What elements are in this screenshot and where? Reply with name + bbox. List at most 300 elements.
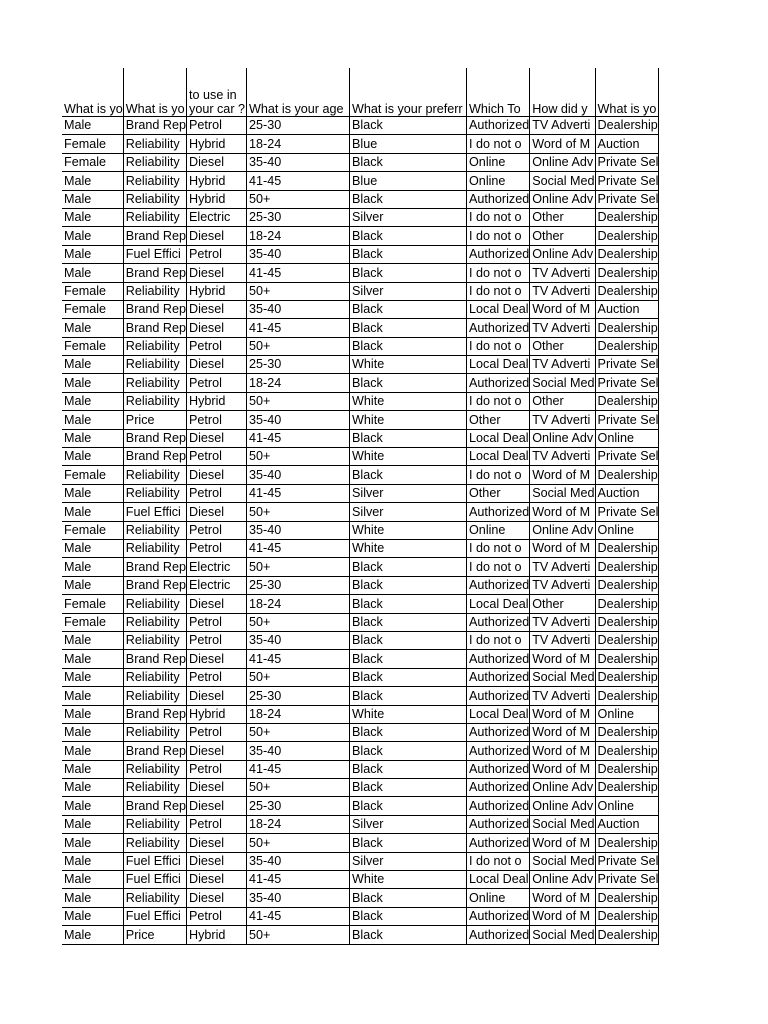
table-cell[interactable]: Dealership	[595, 650, 659, 668]
table-cell[interactable]: Authorized	[467, 907, 530, 925]
table-cell[interactable]: Male	[62, 503, 123, 521]
table-cell[interactable]: Word of M	[530, 466, 595, 484]
table-cell[interactable]: Diesel	[187, 650, 247, 668]
table-cell[interactable]: Dealership	[595, 613, 659, 631]
table-cell[interactable]: 18-24	[247, 374, 350, 392]
table-cell[interactable]: Female	[62, 337, 123, 355]
table-cell[interactable]: Reliability	[123, 356, 186, 374]
table-cell[interactable]: Reliability	[123, 631, 186, 649]
table-cell[interactable]: Word of M	[530, 503, 595, 521]
table-cell[interactable]: Online Adv	[530, 797, 595, 815]
table-cell[interactable]: Petrol	[187, 374, 247, 392]
table-cell[interactable]: 25-30	[247, 117, 350, 135]
table-cell[interactable]: Authorized	[467, 687, 530, 705]
table-cell[interactable]: TV Adverti	[530, 411, 595, 429]
table-cell[interactable]: Brand Rep	[123, 448, 186, 466]
table-cell[interactable]: Reliability	[123, 760, 186, 778]
header-cell[interactable]: to use in your car ?	[187, 68, 247, 117]
table-cell[interactable]: Fuel Effici	[123, 852, 186, 870]
table-cell[interactable]: Reliability	[123, 521, 186, 539]
table-cell[interactable]: Blue	[350, 135, 467, 153]
table-cell[interactable]: Black	[350, 631, 467, 649]
table-cell[interactable]: Male	[62, 871, 123, 889]
table-cell[interactable]: 18-24	[247, 595, 350, 613]
table-cell[interactable]: Male	[62, 411, 123, 429]
table-cell[interactable]: Silver	[350, 484, 467, 502]
table-cell[interactable]: I do not o	[467, 264, 530, 282]
table-cell[interactable]: Reliability	[123, 337, 186, 355]
table-cell[interactable]: Social Med	[530, 484, 595, 502]
table-cell[interactable]: Male	[62, 448, 123, 466]
table-cell[interactable]: Male	[62, 760, 123, 778]
table-cell[interactable]: White	[350, 871, 467, 889]
table-cell[interactable]: Authorized	[467, 779, 530, 797]
table-cell[interactable]: Black	[350, 264, 467, 282]
table-cell[interactable]: Black	[350, 779, 467, 797]
table-cell[interactable]: Social Med	[530, 668, 595, 686]
table-cell[interactable]: 35-40	[247, 466, 350, 484]
table-cell[interactable]: Dealership	[595, 723, 659, 741]
table-cell[interactable]: Black	[350, 190, 467, 208]
table-cell[interactable]: Dealership	[595, 889, 659, 907]
table-cell[interactable]: TV Adverti	[530, 558, 595, 576]
table-cell[interactable]: Female	[62, 466, 123, 484]
table-cell[interactable]: Black	[350, 926, 467, 944]
table-cell[interactable]: Brand Rep	[123, 650, 186, 668]
table-cell[interactable]: Authorized	[467, 815, 530, 833]
table-cell[interactable]: Black	[350, 300, 467, 318]
table-cell[interactable]: Black	[350, 889, 467, 907]
table-cell[interactable]: Word of M	[530, 705, 595, 723]
table-cell[interactable]: Electric	[187, 576, 247, 594]
table-cell[interactable]: Male	[62, 926, 123, 944]
table-cell[interactable]: Dealership	[595, 576, 659, 594]
table-cell[interactable]: Diesel	[187, 595, 247, 613]
table-cell[interactable]: TV Adverti	[530, 264, 595, 282]
table-cell[interactable]: Reliability	[123, 392, 186, 410]
table-cell[interactable]: I do not o	[467, 135, 530, 153]
table-cell[interactable]: Dealership	[595, 392, 659, 410]
table-cell[interactable]: Other	[467, 411, 530, 429]
table-cell[interactable]: Authorized	[467, 742, 530, 760]
table-cell[interactable]: TV Adverti	[530, 687, 595, 705]
table-cell[interactable]: I do not o	[467, 466, 530, 484]
table-cell[interactable]: Social Med	[530, 926, 595, 944]
table-cell[interactable]: Dealership	[595, 264, 659, 282]
table-cell[interactable]: Male	[62, 742, 123, 760]
table-cell[interactable]: Hybrid	[187, 392, 247, 410]
table-cell[interactable]: 35-40	[247, 889, 350, 907]
table-cell[interactable]: Other	[530, 337, 595, 355]
table-cell[interactable]: Reliability	[123, 595, 186, 613]
table-cell[interactable]: Authorized	[467, 503, 530, 521]
table-cell[interactable]: Authorized	[467, 374, 530, 392]
table-cell[interactable]: Dealership	[595, 282, 659, 300]
table-cell[interactable]: Private Sel	[595, 172, 659, 190]
table-cell[interactable]: I do not o	[467, 337, 530, 355]
table-cell[interactable]: 41-45	[247, 319, 350, 337]
table-cell[interactable]: Dealership	[595, 117, 659, 135]
table-cell[interactable]: Reliability	[123, 834, 186, 852]
table-cell[interactable]: Black	[350, 668, 467, 686]
table-cell[interactable]: White	[350, 521, 467, 539]
table-cell[interactable]: 35-40	[247, 521, 350, 539]
table-cell[interactable]: Other	[530, 595, 595, 613]
table-cell[interactable]: Word of M	[530, 135, 595, 153]
table-cell[interactable]: Petrol	[187, 411, 247, 429]
table-cell[interactable]: I do not o	[467, 852, 530, 870]
table-cell[interactable]: Authorized	[467, 319, 530, 337]
table-cell[interactable]: Silver	[350, 815, 467, 833]
table-cell[interactable]: Auction	[595, 484, 659, 502]
table-cell[interactable]: Dealership	[595, 834, 659, 852]
table-cell[interactable]: Male	[62, 907, 123, 925]
table-cell[interactable]: Diesel	[187, 466, 247, 484]
table-cell[interactable]: Authorized	[467, 760, 530, 778]
table-cell[interactable]: 25-30	[247, 687, 350, 705]
table-cell[interactable]: Black	[350, 687, 467, 705]
table-cell[interactable]: Blue	[350, 172, 467, 190]
table-cell[interactable]: Black	[350, 613, 467, 631]
table-cell[interactable]: 35-40	[247, 245, 350, 263]
table-cell[interactable]: Black	[350, 595, 467, 613]
table-cell[interactable]: Black	[350, 797, 467, 815]
table-cell[interactable]: Black	[350, 429, 467, 447]
header-cell[interactable]: What is your preferr	[350, 68, 467, 117]
header-cell[interactable]: How did y	[530, 68, 595, 117]
table-cell[interactable]: Brand Rep	[123, 300, 186, 318]
table-cell[interactable]: Brand Rep	[123, 705, 186, 723]
table-cell[interactable]: Dealership	[595, 668, 659, 686]
table-cell[interactable]: Diesel	[187, 797, 247, 815]
table-cell[interactable]: Other	[530, 392, 595, 410]
table-cell[interactable]: Black	[350, 907, 467, 925]
table-cell[interactable]: Petrol	[187, 245, 247, 263]
table-cell[interactable]: Word of M	[530, 539, 595, 557]
table-cell[interactable]: Price	[123, 926, 186, 944]
table-cell[interactable]: Female	[62, 135, 123, 153]
table-cell[interactable]: Other	[530, 208, 595, 226]
table-cell[interactable]: Brand Rep	[123, 117, 186, 135]
table-cell[interactable]: 35-40	[247, 631, 350, 649]
table-cell[interactable]: Local Deal	[467, 429, 530, 447]
table-cell[interactable]: Petrol	[187, 337, 247, 355]
table-cell[interactable]: Private Sel	[595, 503, 659, 521]
table-cell[interactable]: TV Adverti	[530, 356, 595, 374]
table-cell[interactable]: Word of M	[530, 834, 595, 852]
table-cell[interactable]: Reliability	[123, 613, 186, 631]
table-cell[interactable]: Authorized	[467, 613, 530, 631]
table-cell[interactable]: White	[350, 448, 467, 466]
table-cell[interactable]: Reliability	[123, 779, 186, 797]
table-cell[interactable]: Hybrid	[187, 190, 247, 208]
table-cell[interactable]: Male	[62, 117, 123, 135]
table-cell[interactable]: Fuel Effici	[123, 907, 186, 925]
table-cell[interactable]: 50+	[247, 723, 350, 741]
table-cell[interactable]: Authorized	[467, 668, 530, 686]
table-cell[interactable]: Word of M	[530, 650, 595, 668]
table-cell[interactable]: Private Sel	[595, 356, 659, 374]
table-cell[interactable]: 41-45	[247, 760, 350, 778]
table-cell[interactable]: 35-40	[247, 153, 350, 171]
table-cell[interactable]: Diesel	[187, 871, 247, 889]
table-cell[interactable]: Female	[62, 595, 123, 613]
table-cell[interactable]: I do not o	[467, 558, 530, 576]
table-cell[interactable]: TV Adverti	[530, 448, 595, 466]
table-cell[interactable]: Authorized	[467, 723, 530, 741]
table-cell[interactable]: Authorized	[467, 245, 530, 263]
table-cell[interactable]: Word of M	[530, 742, 595, 760]
table-cell[interactable]: Reliability	[123, 208, 186, 226]
table-cell[interactable]: I do not o	[467, 282, 530, 300]
table-cell[interactable]: Hybrid	[187, 926, 247, 944]
table-cell[interactable]: Hybrid	[187, 705, 247, 723]
table-cell[interactable]: TV Adverti	[530, 319, 595, 337]
table-cell[interactable]: Dealership	[595, 208, 659, 226]
table-cell[interactable]: Male	[62, 650, 123, 668]
table-cell[interactable]: Dealership	[595, 227, 659, 245]
table-cell[interactable]: Dealership	[595, 558, 659, 576]
table-cell[interactable]: Black	[350, 319, 467, 337]
table-cell[interactable]: Black	[350, 337, 467, 355]
table-cell[interactable]: Male	[62, 429, 123, 447]
table-cell[interactable]: Fuel Effici	[123, 503, 186, 521]
table-cell[interactable]: Diesel	[187, 356, 247, 374]
table-cell[interactable]: Dealership	[595, 539, 659, 557]
table-cell[interactable]: White	[350, 705, 467, 723]
table-cell[interactable]: Brand Rep	[123, 797, 186, 815]
table-cell[interactable]: Authorized	[467, 576, 530, 594]
table-cell[interactable]: Male	[62, 558, 123, 576]
table-cell[interactable]: TV Adverti	[530, 576, 595, 594]
header-cell[interactable]: What is yo	[123, 68, 186, 117]
table-cell[interactable]: Petrol	[187, 117, 247, 135]
table-cell[interactable]: Brand Rep	[123, 742, 186, 760]
table-cell[interactable]: Black	[350, 153, 467, 171]
table-cell[interactable]: Dealership	[595, 926, 659, 944]
table-cell[interactable]: Dealership	[595, 466, 659, 484]
table-cell[interactable]: 41-45	[247, 539, 350, 557]
table-cell[interactable]: Online Adv	[530, 521, 595, 539]
table-cell[interactable]: Local Deal	[467, 871, 530, 889]
table-cell[interactable]: White	[350, 356, 467, 374]
table-cell[interactable]: 41-45	[247, 172, 350, 190]
table-cell[interactable]: Petrol	[187, 631, 247, 649]
table-cell[interactable]: Authorized	[467, 190, 530, 208]
table-cell[interactable]: 18-24	[247, 705, 350, 723]
table-cell[interactable]: 25-30	[247, 576, 350, 594]
table-cell[interactable]: Brand Rep	[123, 264, 186, 282]
table-cell[interactable]: 50+	[247, 834, 350, 852]
table-cell[interactable]: Male	[62, 264, 123, 282]
table-cell[interactable]: Male	[62, 208, 123, 226]
table-cell[interactable]: Local Deal	[467, 448, 530, 466]
table-cell[interactable]: Social Med	[530, 852, 595, 870]
table-cell[interactable]: TV Adverti	[530, 282, 595, 300]
table-cell[interactable]: Reliability	[123, 282, 186, 300]
table-cell[interactable]: Silver	[350, 282, 467, 300]
table-cell[interactable]: Male	[62, 190, 123, 208]
table-cell[interactable]: Social Med	[530, 374, 595, 392]
table-cell[interactable]: White	[350, 539, 467, 557]
table-cell[interactable]: Male	[62, 797, 123, 815]
table-cell[interactable]: Brand Rep	[123, 429, 186, 447]
table-cell[interactable]: Black	[350, 374, 467, 392]
table-cell[interactable]: Reliability	[123, 153, 186, 171]
table-cell[interactable]: Hybrid	[187, 282, 247, 300]
table-cell[interactable]: Male	[62, 392, 123, 410]
table-cell[interactable]: 18-24	[247, 227, 350, 245]
table-cell[interactable]: Authorized	[467, 117, 530, 135]
header-cell[interactable]: What is your age	[247, 68, 350, 117]
table-cell[interactable]: Hybrid	[187, 135, 247, 153]
table-cell[interactable]: Petrol	[187, 521, 247, 539]
table-cell[interactable]: Social Med	[530, 172, 595, 190]
table-cell[interactable]: Reliability	[123, 539, 186, 557]
table-cell[interactable]: 50+	[247, 392, 350, 410]
table-cell[interactable]: Black	[350, 723, 467, 741]
table-cell[interactable]: Private Sel	[595, 374, 659, 392]
table-cell[interactable]: Black	[350, 227, 467, 245]
table-cell[interactable]: Petrol	[187, 613, 247, 631]
table-cell[interactable]: Male	[62, 852, 123, 870]
table-cell[interactable]: 18-24	[247, 135, 350, 153]
table-cell[interactable]: TV Adverti	[530, 631, 595, 649]
table-cell[interactable]: Black	[350, 834, 467, 852]
table-cell[interactable]: Diesel	[187, 429, 247, 447]
table-cell[interactable]: Brand Rep	[123, 319, 186, 337]
table-cell[interactable]: Black	[350, 760, 467, 778]
table-cell[interactable]: Private Sel	[595, 190, 659, 208]
table-cell[interactable]: Online	[467, 172, 530, 190]
table-cell[interactable]: 50+	[247, 503, 350, 521]
table-cell[interactable]: Reliability	[123, 889, 186, 907]
table-cell[interactable]: Word of M	[530, 907, 595, 925]
table-cell[interactable]: Word of M	[530, 723, 595, 741]
table-cell[interactable]: Female	[62, 153, 123, 171]
table-cell[interactable]: Dealership	[595, 319, 659, 337]
table-cell[interactable]: 25-30	[247, 356, 350, 374]
table-cell[interactable]: Local Deal	[467, 595, 530, 613]
table-cell[interactable]: Black	[350, 117, 467, 135]
table-cell[interactable]: Other	[467, 484, 530, 502]
table-cell[interactable]: Male	[62, 779, 123, 797]
table-cell[interactable]: Authorized	[467, 926, 530, 944]
table-cell[interactable]: Word of M	[530, 300, 595, 318]
table-cell[interactable]: Diesel	[187, 889, 247, 907]
table-cell[interactable]: 41-45	[247, 907, 350, 925]
table-cell[interactable]: Petrol	[187, 760, 247, 778]
header-cell[interactable]: What is yo	[64, 102, 123, 116]
table-cell[interactable]: Brand Rep	[123, 576, 186, 594]
table-cell[interactable]: Reliability	[123, 135, 186, 153]
table-cell[interactable]: 35-40	[247, 411, 350, 429]
table-cell[interactable]: 50+	[247, 779, 350, 797]
table-cell[interactable]: Diesel	[187, 153, 247, 171]
table-cell[interactable]: I do not o	[467, 392, 530, 410]
table-cell[interactable]: Online Adv	[530, 190, 595, 208]
table-cell[interactable]: Diesel	[187, 503, 247, 521]
table-cell[interactable]: Dealership	[595, 742, 659, 760]
table-cell[interactable]: Online	[467, 889, 530, 907]
table-cell[interactable]: Online Adv	[530, 871, 595, 889]
table-cell[interactable]: Social Med	[530, 815, 595, 833]
table-cell[interactable]: Dealership	[595, 907, 659, 925]
table-cell[interactable]: Diesel	[187, 779, 247, 797]
table-cell[interactable]: Petrol	[187, 448, 247, 466]
table-cell[interactable]: Private Sel	[595, 852, 659, 870]
table-cell[interactable]: 50+	[247, 448, 350, 466]
table-cell[interactable]: Reliability	[123, 687, 186, 705]
table-cell[interactable]: Diesel	[187, 742, 247, 760]
table-cell[interactable]: Authorized	[467, 797, 530, 815]
table-cell[interactable]: Male	[62, 356, 123, 374]
table-cell[interactable]: White	[350, 411, 467, 429]
table-cell[interactable]: Reliability	[123, 815, 186, 833]
table-cell[interactable]: Online	[595, 429, 659, 447]
table-cell[interactable]: Word of M	[530, 760, 595, 778]
table-cell[interactable]: Fuel Effici	[123, 245, 186, 263]
table-cell[interactable]: Online	[595, 797, 659, 815]
table-cell[interactable]: Fuel Effici	[123, 871, 186, 889]
table-cell[interactable]: 50+	[247, 613, 350, 631]
table-cell[interactable]: Dealership	[595, 595, 659, 613]
table-cell[interactable]: 41-45	[247, 429, 350, 447]
table-cell[interactable]: Dealership	[595, 687, 659, 705]
table-cell[interactable]: Online	[467, 153, 530, 171]
table-cell[interactable]: Black	[350, 742, 467, 760]
table-cell[interactable]: Male	[62, 539, 123, 557]
table-cell[interactable]: Male	[62, 834, 123, 852]
table-cell[interactable]: White	[350, 392, 467, 410]
table-cell[interactable]: Male	[62, 705, 123, 723]
table-cell[interactable]: Private Sel	[595, 448, 659, 466]
table-cell[interactable]: Private Sel	[595, 411, 659, 429]
table-cell[interactable]: Petrol	[187, 907, 247, 925]
table-cell[interactable]: Diesel	[187, 852, 247, 870]
table-cell[interactable]: Diesel	[187, 264, 247, 282]
table-cell[interactable]: TV Adverti	[530, 613, 595, 631]
table-cell[interactable]: Black	[350, 650, 467, 668]
table-cell[interactable]: 35-40	[247, 300, 350, 318]
table-cell[interactable]: Local Deal	[467, 705, 530, 723]
header-cell[interactable]: What is yo	[595, 68, 659, 117]
table-cell[interactable]: Dealership	[595, 631, 659, 649]
table-cell[interactable]: Diesel	[187, 687, 247, 705]
table-cell[interactable]: Black	[350, 558, 467, 576]
table-cell[interactable]: 50+	[247, 926, 350, 944]
table-cell[interactable]: 18-24	[247, 815, 350, 833]
table-cell[interactable]: Authorized	[467, 650, 530, 668]
table-cell[interactable]: 41-45	[247, 871, 350, 889]
table-cell[interactable]: Authorized	[467, 834, 530, 852]
table-cell[interactable]: 41-45	[247, 264, 350, 282]
table-cell[interactable]: Word of M	[530, 889, 595, 907]
table-cell[interactable]: Dealership	[595, 760, 659, 778]
table-cell[interactable]: Female	[62, 521, 123, 539]
table-cell[interactable]: Diesel	[187, 227, 247, 245]
table-cell[interactable]: Male	[62, 723, 123, 741]
table-cell[interactable]: Brand Rep	[123, 227, 186, 245]
table-cell[interactable]: Electric	[187, 558, 247, 576]
table-cell[interactable]: Petrol	[187, 484, 247, 502]
table-cell[interactable]: Female	[62, 300, 123, 318]
table-cell[interactable]: Online	[467, 521, 530, 539]
table-cell[interactable]: Private Sel	[595, 871, 659, 889]
table-cell[interactable]: 41-45	[247, 484, 350, 502]
table-cell[interactable]: Male	[62, 484, 123, 502]
table-cell[interactable]: Reliability	[123, 723, 186, 741]
